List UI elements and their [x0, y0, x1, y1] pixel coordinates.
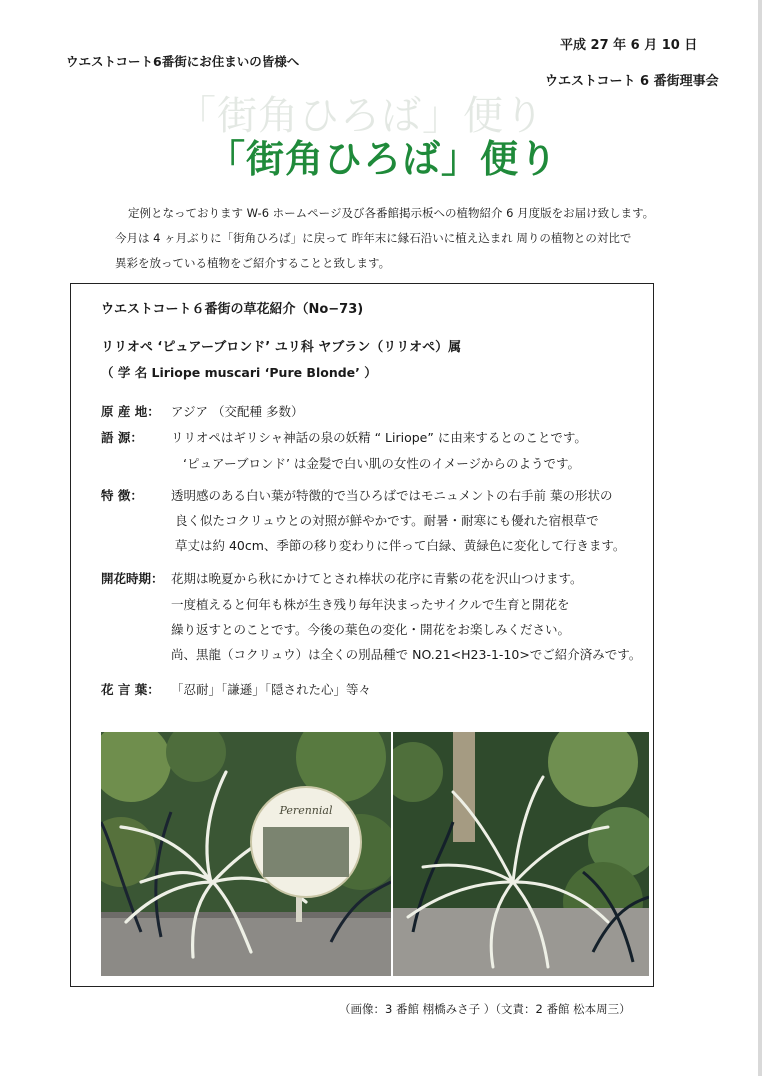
scan-edge: [758, 0, 762, 1076]
plant-photo-left: [101, 732, 391, 976]
intro-line-2: 今月は 4 ヶ月ぶりに「街角ひろば」に戻って 昨年末に縁石沿いに植え込まれ 周りの植物との対比で: [115, 231, 632, 245]
flower-words-value: 「忍耐」「謙遜」「隠された心」等々: [171, 682, 372, 697]
etymology-line-1: リリオペはギリシャ神話の泉の妖精 “ Liriope” に由来するとのことです。: [171, 430, 587, 445]
intro-line-3: 異彩を放っている植物をご紹介することと致します。: [115, 256, 391, 270]
credit: （画像：3 番館 栩橋みさ子 ）（文責：2 番館 松本周三）: [339, 1002, 631, 1016]
title-shadow: 「街角ひろば」便り: [176, 93, 545, 139]
flower-words-label: 花 言 葉：: [101, 682, 160, 697]
page-title: 「街角ひろば」便り: [207, 137, 559, 181]
features-label: 特 徴：: [101, 488, 143, 503]
bloom-line-4: 尚、黒龍（コクリュウ）は全くの別品種で NO.21<H23-1-10>でご紹介済みです。: [171, 647, 642, 662]
features-line-1: 透明感のある白い葉が特徴的で当ひろばではモニュメントの右手前 葉の形状の: [171, 488, 613, 503]
date: 平成 27 年 6 月 10 日: [560, 38, 698, 53]
tag-text: Perennial: [279, 804, 333, 817]
etymology-line-2: ‘ピュアーブロンド’ は金髪で白い肌の女性のイメージからのようです。: [183, 456, 581, 471]
plant-name: リリオペ ‘ピュアーブロンド’ ユリ科 ヤブラン（リリオペ）属: [101, 340, 462, 355]
features-line-3: 草丈は約 40cm、季節の移り変わりに伴って白緑、黄緑色に変化して行きます。: [175, 538, 626, 553]
origin-label: 原 産 地：: [101, 404, 160, 419]
bloom-line-2: 一度植えると何年も株が生き残り毎年決まったサイクルで生育と開花を: [171, 597, 570, 612]
bloom-line-3: 繰り返すとのことです。今後の葉色の変化・開花をお楽しみください。: [171, 622, 571, 637]
bloom-label: 開花時期：: [101, 571, 164, 586]
photo-strip: [101, 732, 649, 976]
plant-card: [70, 283, 654, 987]
issuer: ウエストコート 6 番街理事会: [545, 74, 719, 89]
origin-value: アジア （交配種 多数）: [171, 404, 304, 419]
features-line-2: 良く似たコクリュウとの対照が鮮やかです。耐暑・耐寒にも優れた宿根草で: [175, 513, 599, 528]
recipient: ウエストコート6番街にお住まいの皆様へ: [66, 54, 300, 69]
etymology-label: 語 源：: [101, 430, 143, 445]
scientific-name: （ 学 名 Liriope muscari ‘Pure Blonde’ ）: [101, 365, 377, 380]
intro-line-1: 定例となっております W-6 ホームページ及び各番館掲示板への植物紹介 6 月度版をお届け致します。: [128, 206, 655, 220]
plant-photo-right: [393, 732, 649, 976]
bloom-line-1: 花期は晩夏から秋にかけてとされ棒状の花序に青紫の花を沢山つけます。: [171, 571, 583, 586]
section-title: ウエストコート６番街の草花紹介（No−73): [101, 302, 364, 317]
